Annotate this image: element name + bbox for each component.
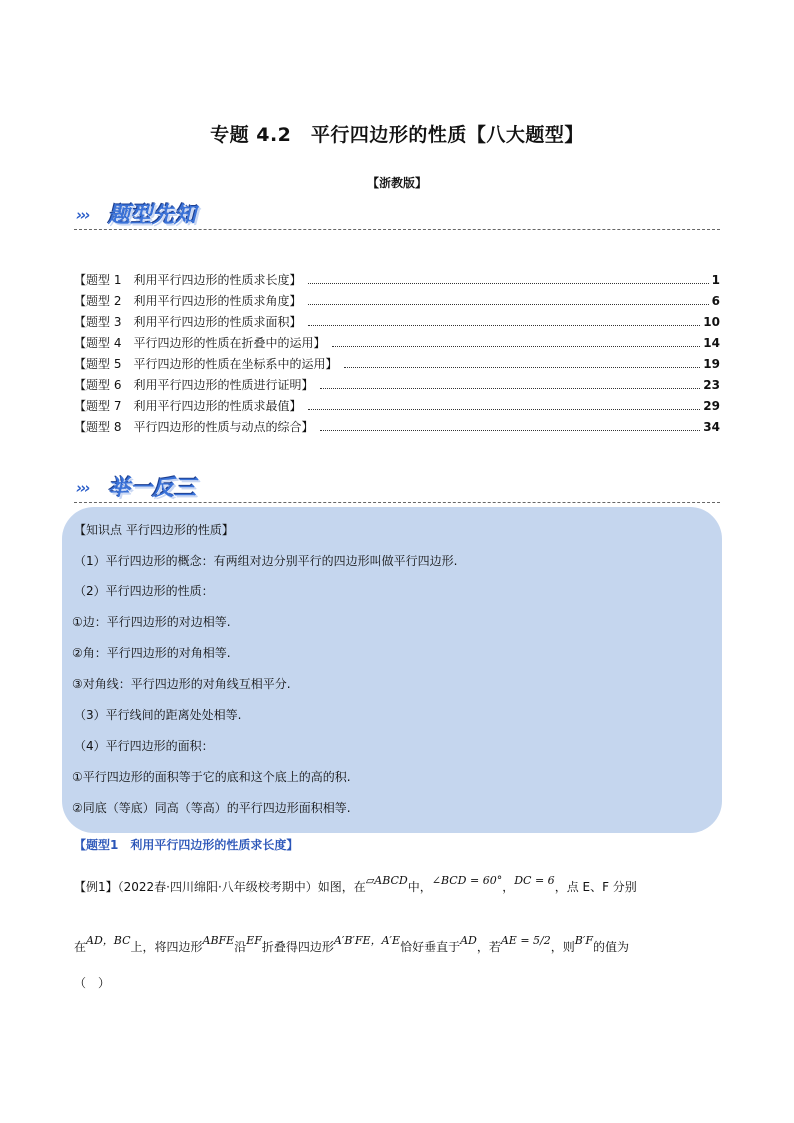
math-expr: ∠BCD = 60° — [431, 874, 503, 887]
math-expr: ▱ABCD — [365, 874, 408, 887]
example-line-2: 在AD，BC上，将四边形ABFE沿EF折叠得四边形A′B′FE，A′E恰好垂直于AD，若AE = 5/2，则B′F的值为 — [74, 934, 629, 954]
toc-page-number: 1 — [711, 273, 720, 287]
section-heading-practice — [74, 473, 720, 507]
knowledge-line: ②同底（等底）同高（等高）的平行四边形面积相等. — [72, 801, 351, 815]
toc-page-number: 19 — [703, 357, 720, 371]
section-heading-preview — [74, 200, 720, 234]
math-expr: ABFE — [202, 934, 235, 947]
math-expr: AE = 5/2 — [500, 934, 551, 947]
math-expr: EF — [246, 934, 262, 947]
section-heading-text: 举一反三 — [108, 476, 197, 501]
toc-page-number: 6 — [711, 294, 720, 308]
question-type-label: 【题型1 利用平行四边形的性质求长度】 — [74, 838, 299, 852]
math-expr: B′F — [574, 934, 593, 947]
math-expr: A′B′FE，A′E — [333, 934, 401, 947]
toc-item[interactable]: 【题型 5 平行四边形的性质在坐标系中的运用】 19 — [74, 354, 720, 375]
page-subtitle: 【浙教版】 — [366, 176, 427, 190]
section-heading-text: 题型先知 — [108, 203, 197, 228]
math-expr: DC = 6 — [514, 874, 555, 887]
toc-item[interactable]: 【题型 3 利用平行四边形的性质求面积】 10 — [74, 312, 720, 333]
knowledge-line: ③对角线：平行四边形的对角线互相平分. — [72, 677, 291, 691]
knowledge-line: （2）平行四边形的性质： — [74, 584, 214, 598]
toc-page-number: 34 — [703, 420, 720, 434]
toc-item[interactable]: 【题型 7 利用平行四边形的性质求最值】 29 — [74, 396, 720, 417]
knowledge-line: （3）平行线间的距离处处相等. — [74, 708, 242, 722]
math-expr: AD，BC — [86, 934, 131, 947]
knowledge-line: ②角：平行四边形的对角相等. — [72, 646, 231, 660]
triple-arrow-icon: ››› — [76, 479, 89, 497]
knowledge-line: ①边：平行四边形的对边相等. — [72, 615, 231, 629]
knowledge-line: （4）平行四边形的面积： — [74, 739, 214, 753]
dashed-divider — [74, 502, 720, 503]
toc-page-number: 14 — [703, 336, 720, 350]
toc-page-number: 29 — [703, 399, 720, 413]
toc-item[interactable]: 【题型 1 利用平行四边形的性质求长度】 1 — [74, 270, 720, 291]
toc-page-number: 10 — [703, 315, 720, 329]
toc-item[interactable]: 【题型 2 利用平行四边形的性质求角度】 6 — [74, 291, 720, 312]
math-expr: AD — [460, 934, 477, 947]
page-title: 专题 4.2 平行四边形的性质【八大题型】 — [210, 124, 584, 146]
knowledge-line: ①平行四边形的面积等于它的底和这个底上的高的积. — [72, 770, 351, 784]
table-of-contents — [74, 270, 720, 438]
knowledge-title: 【知识点 平行四边形的性质】 — [74, 523, 234, 537]
toc-item[interactable]: 【题型 8 平行四边形的性质与动点的综合】 34 — [74, 417, 720, 438]
toc-item[interactable]: 【题型 6 利用平行四边形的性质进行证明】 23 — [74, 375, 720, 396]
knowledge-line: （1）平行四边形的概念：有两组对边分别平行的四边形叫做平行四边形. — [74, 554, 458, 568]
example-line-1: 【例1】（2022春·四川绵阳·八年级校考期中）如图，在▱ABCD中，∠BCD = 60°，DC = 6，点 E、F 分别 — [74, 874, 637, 894]
toc-page-number: 23 — [703, 378, 720, 392]
triple-arrow-icon: ››› — [76, 206, 89, 224]
answer-blank: （ ） — [74, 976, 111, 990]
knowledge-box — [62, 507, 722, 833]
toc-item[interactable]: 【题型 4 平行四边形的性质在折叠中的运用】 14 — [74, 333, 720, 354]
dashed-divider — [74, 229, 720, 230]
